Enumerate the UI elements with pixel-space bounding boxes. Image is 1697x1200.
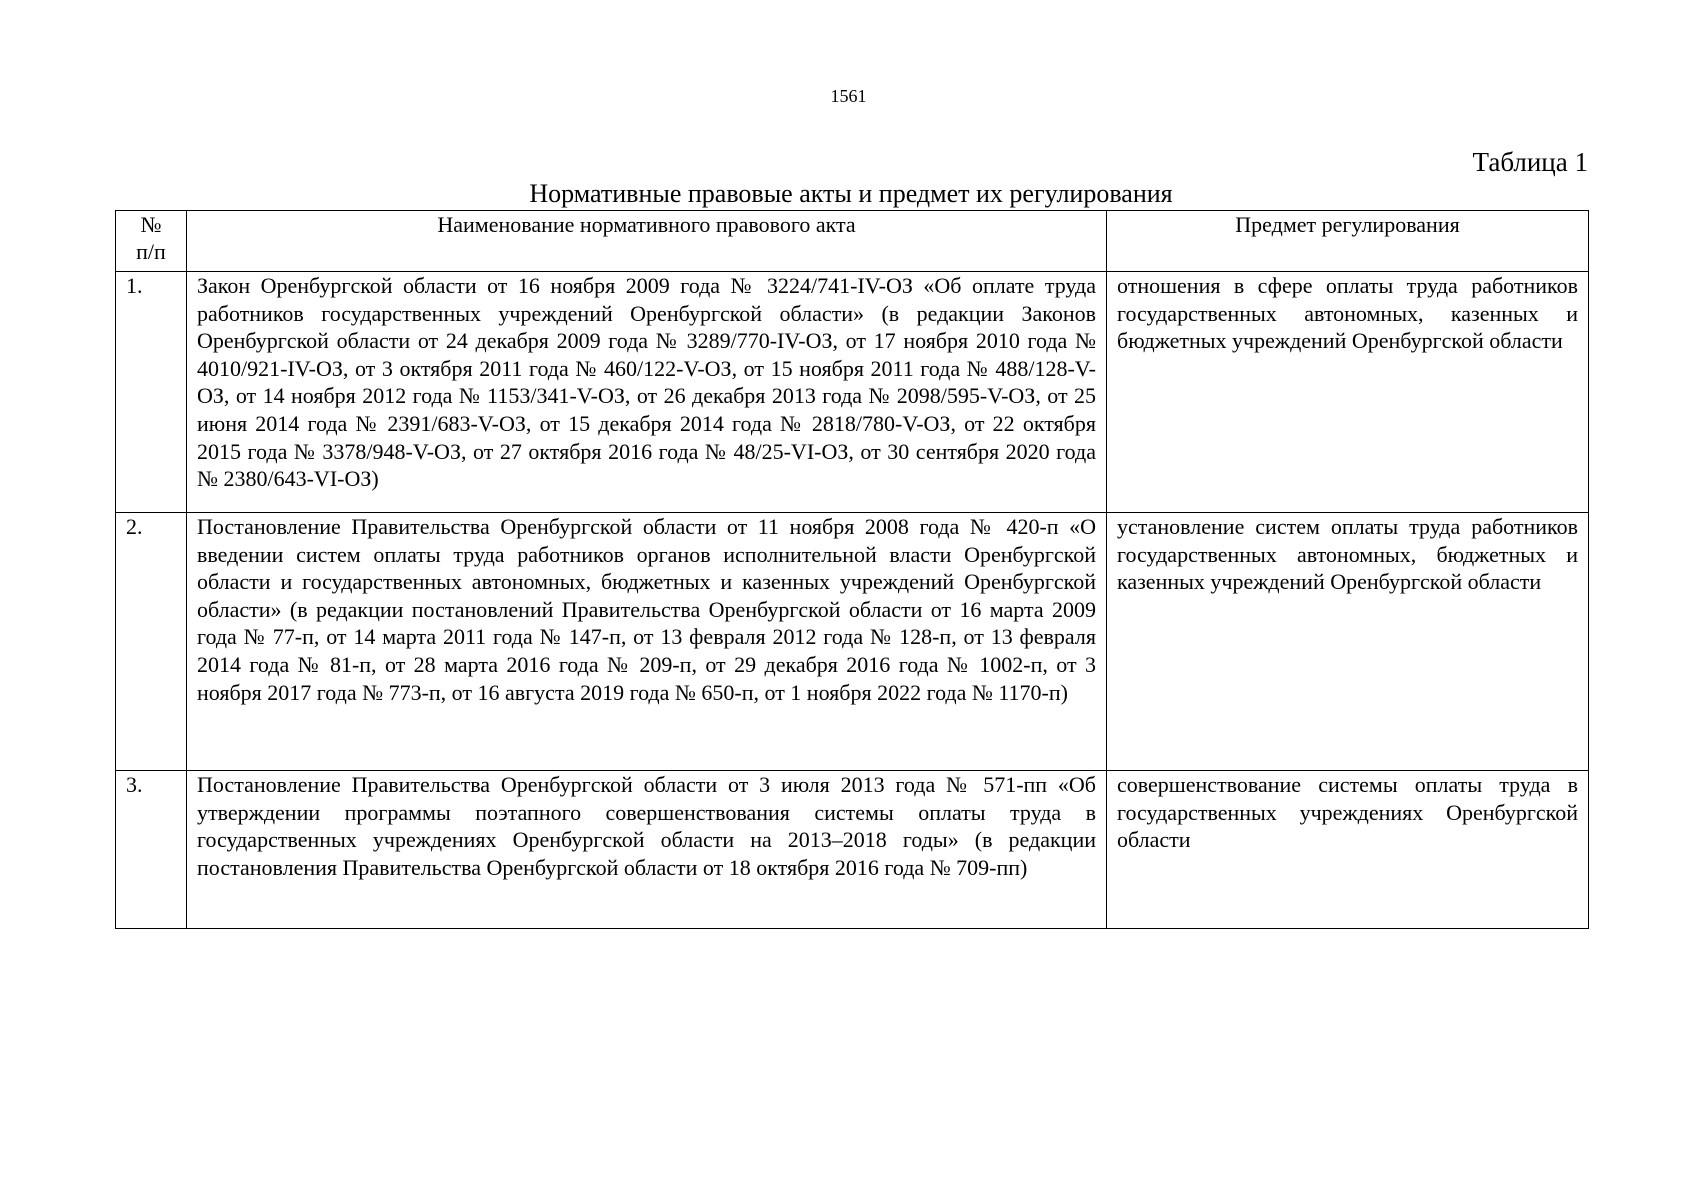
header-subject: Предмет регулирования [1107,211,1589,272]
header-number-line1: № [140,212,162,237]
header-number [116,211,187,272]
table-label: Таблица 1 [1472,147,1588,177]
table-title: Нормативные правовые акты и предмет их регулирования [529,179,1173,208]
header-act-name: Наименование нормативного правового акта [187,211,1107,272]
subject-cell: отношения в сфере оплаты труда работников государственных автономных, казенных и бюджетных учреждений Оренбургской области [1107,272,1589,513]
header-number-line2: п/п [136,239,166,264]
act-name-cell: Закон Оренбургской области от 16 ноября 2009 года № 3224/741-IV-ОЗ «Об оплате труда работников государственных учреждений Оренбургской области» (в редакции Законов Оренбургской области от 24 декабря 2009 года № 3289/770-IV-ОЗ, от 17 ноября 2010 года № 4010/921-IV-ОЗ, от 3 октября 2011 года № 460/122-V-ОЗ, от 15 ноября 2011 года № 488/128-V-ОЗ, от 14 ноября 2012 года № 1153/341-V-ОЗ, от 26 декабря 2013 года № 2098/595-V-ОЗ, от 25 июня 2014 года № 2391/683-V-ОЗ, от 15 декабря 2014 года № 2818/780-V-ОЗ, от 22 октября 2015 года № 3378/948-V-ОЗ, от 27 октября 2016 года № 48/25-VI-ОЗ, от 30 сентября 2020 года № 2380/643-VI-ОЗ) [187,272,1107,513]
table-row [116,272,1589,513]
table-header-row [116,211,1589,272]
act-name-cell: Постановление Правительства Оренбургской области от 3 июля 2013 года № 571-пп «Об утверждении программы поэтапного совершенствования системы оплаты труда в государственных учреждениях Оренбургской области на 2013–2018 годы» (в редакции постановления Правительства Оренбургской области от 18 октября 2016 года № 709-пп) [187,771,1107,929]
subject-cell: совершенствование системы оплаты труда в государственных учреждениях Оренбургской области [1107,771,1589,929]
row-number: 1. [116,272,187,513]
page-number: 1561 [830,86,867,106]
table-row [116,513,1589,771]
acts-table [115,210,1589,929]
row-number: 3. [116,771,187,929]
act-name-cell: Постановление Правительства Оренбургской области от 11 ноября 2008 года № 420-п «О введении систем оплаты труда работников органов исполнительной власти Оренбургской области и государственных автономных, бюджетных и казенных учреждений Оренбургской области» (в редакции постановлений Правительства Оренбургской области от 16 марта 2009 года № 77-п, от 14 марта 2011 года № 147-п, от 13 февраля 2012 года № 128-п, от 13 февраля 2014 года № 81-п, от 28 марта 2016 года № 209-п, от 29 декабря 2016 года № 1002-п, от 3 ноября 2017 года № 773-п, от 16 августа 2019 года № 650-п, от 1 ноября 2022 года № 1170-п) [187,513,1107,771]
row-number: 2. [116,513,187,771]
table-row [116,771,1589,929]
subject-cell: установление систем оплаты труда работников государственных автономных, бюджетных и казенных учреждений Оренбургской области [1107,513,1589,771]
